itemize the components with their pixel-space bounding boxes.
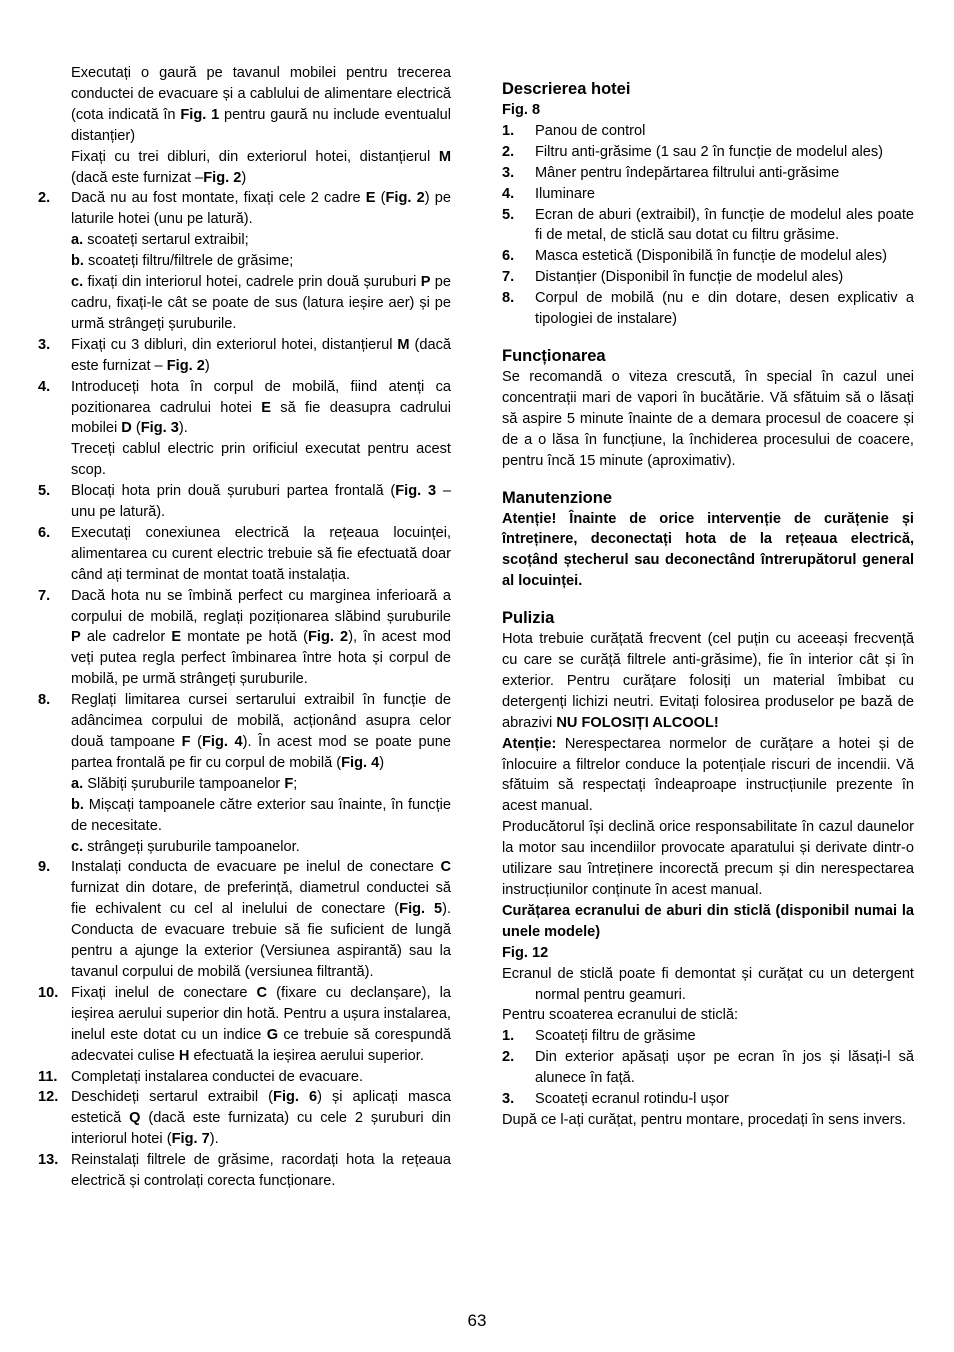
glass-cleaning-heading: Curățarea ecranului de aburi din sticlă (disponibil numai la unele modele) — [502, 902, 914, 940]
step-body — [71, 983, 451, 1067]
bold-run: a. — [71, 775, 84, 792]
text-run: ( — [190, 734, 202, 750]
step-paragraph — [71, 774, 451, 795]
step-paragraph — [71, 272, 451, 335]
bold-run: Fig. 5 — [399, 901, 443, 918]
cleaning-paragraph-1 — [502, 629, 914, 734]
step-number: 4. — [38, 378, 51, 395]
bold-run: NU FOLOSIȚI ALCOOL! — [556, 714, 719, 731]
step-paragraph — [71, 251, 451, 272]
bold-run: a. — [71, 232, 84, 249]
installation-step — [38, 481, 451, 523]
bold-run: Q — [129, 1110, 141, 1127]
installation-step — [38, 377, 451, 482]
text-run: Treceți cablul electric prin orificiul executat pentru acest scop. — [71, 441, 451, 479]
text-run: pe cadru, fixați-le cât se poate de sus (latura ieșire aer) și pe urmă strângeți șuruburile. — [71, 274, 452, 332]
list-number: 8. — [502, 290, 515, 307]
list-text: Distanțier (Disponibil în funcție de modelul ales) — [535, 269, 844, 286]
step-body — [71, 377, 451, 482]
text-run: montate pe hotă ( — [181, 629, 308, 646]
list-number: 5. — [502, 206, 515, 223]
bold-run: Fig. 2 — [385, 190, 425, 207]
list-text: Mâner pentru îndepărtarea filtrului anti-grăsime — [535, 164, 840, 181]
text-run: Fixați cu trei dibluri, din exteriorul hotei, distanțierul — [71, 148, 439, 165]
right-column — [502, 63, 914, 1131]
description-item — [502, 184, 914, 205]
text-run: scoateți sertarul extraibil; — [83, 232, 249, 249]
description-item — [502, 142, 914, 163]
bold-run: E — [171, 629, 182, 646]
text-run: Fixați cu 3 dibluri, din exteriorul hotei, distanțierul — [71, 336, 398, 353]
step-body — [71, 335, 451, 377]
text-run: fixați din interiorul hotei, cadrele prin două șuruburi — [83, 274, 421, 291]
bold-run: b. — [71, 796, 84, 813]
bold-run: P — [71, 629, 81, 646]
bold-run: G — [266, 1026, 279, 1043]
bold-run: Fig. 7 — [171, 1131, 210, 1148]
intro — [38, 63, 451, 188]
bold-run: Fig. 2 — [166, 357, 205, 374]
step-body — [71, 188, 451, 334]
bold-run: M — [397, 336, 410, 353]
list-number: 6. — [502, 248, 515, 265]
installation-step — [38, 586, 451, 691]
description-item — [502, 205, 914, 247]
list-text: Din exterior apăsați ușor pe ecran în jos și lăsați-l să alunece în față. — [535, 1049, 914, 1087]
list-number: 3. — [502, 1091, 515, 1108]
list-text: Scoateți filtru de grăsime — [535, 1028, 696, 1045]
bold-run: Fig. 4 — [341, 754, 380, 771]
list-text: Scoateți ecranul rotindu-l ușor — [535, 1091, 729, 1108]
glass-removal-step — [502, 1089, 914, 1110]
text-run: Mișcați tampoanele către exterior sau înainte, în funcție de necesitate. — [71, 796, 451, 834]
list-text: Masca estetică (Disponibilă în funcție de modelul ales) — [535, 248, 888, 265]
list-number: 7. — [502, 269, 515, 286]
operation-heading: Funcționarea — [502, 346, 606, 365]
step-number: 10. — [38, 984, 59, 1001]
step-paragraph — [71, 983, 451, 1067]
step-number: 9. — [38, 859, 51, 876]
step-paragraph — [71, 690, 451, 774]
glass-removal-step — [502, 1026, 914, 1047]
cleaning-heading: Pulizia — [502, 609, 555, 628]
intro-paragraph-1 — [71, 63, 451, 147]
step-number: 7. — [38, 587, 51, 604]
step-paragraph — [71, 1067, 451, 1088]
text-run: ). În acest mod se poate pune partea frontală pe fir cu corpul de mobilă ( — [71, 734, 451, 771]
text-run: Dacă nu au fost montate, fixați cele 2 cadre — [71, 190, 366, 207]
bold-run: E — [261, 399, 271, 416]
description-fig-ref: Fig. 8 — [502, 102, 541, 118]
step-number: 11. — [38, 1068, 58, 1085]
text-run: (fixare cu declanșare), la ieșirea aerului superior din hotă. Pentru a ușura instalarea, inelul este dotat cu un indice — [71, 984, 451, 1043]
installation-step — [38, 523, 451, 586]
text-run: ). — [209, 1131, 219, 1148]
bold-run: D — [121, 420, 132, 437]
bold-run: C — [256, 984, 268, 1001]
description-item — [502, 163, 914, 184]
bold-run: H — [178, 1047, 190, 1064]
bold-run: Fig. 2 — [203, 169, 242, 186]
glass-removal-steps — [502, 1026, 914, 1110]
text-run: ( — [131, 420, 141, 437]
bold-run: E — [365, 190, 376, 207]
maintenance-heading: Manutenzione — [502, 488, 612, 507]
text-run: ) și aplicați masca estetică — [71, 1089, 451, 1127]
bold-run: Fig. 2 — [307, 629, 349, 646]
step-paragraph — [71, 857, 451, 982]
step-body — [71, 857, 451, 982]
text-run: ), în acest mod veți putea regla perfect îmbinarea între hota și corpul de mobilă, pe urmă strângeți șuruburile. — [71, 629, 451, 688]
text-run: ( — [375, 190, 386, 207]
step-paragraph — [71, 795, 451, 837]
description-item — [502, 121, 914, 142]
bold-run: Fig. 1 — [180, 106, 220, 123]
text-run: Reinstalați filtrele de grăsime, racordați hota la rețeaua electrică și controlați corecta funcționare. — [71, 1152, 451, 1190]
bold-run: Fig. 3 — [395, 483, 437, 500]
installation-step — [38, 983, 451, 1067]
text-run: ; — [293, 775, 298, 792]
installation-step — [38, 335, 451, 377]
description-heading: Descrierea hotei — [502, 80, 631, 98]
text-run: ) — [204, 357, 210, 374]
glass-cleaning-fig-ref: Fig. 12 — [502, 944, 549, 961]
intro-paragraph-2 — [71, 147, 451, 189]
text-run: Fixați inelul de conectare — [71, 984, 257, 1001]
step-body — [71, 523, 451, 586]
step-number: 5. — [38, 483, 51, 500]
glass-cleaning-paragraph-1: Ecranul de sticlă poate fi demontat și curățat cu un detergent normal pentru geamuri. — [502, 965, 914, 1003]
text-run: efectuată la ieșirea aerului superior. — [189, 1047, 424, 1064]
text-run: Hota trebuie curățată frecvent (cel puțin cu aceeași frecvență cu care se curăță filtrele anti-grăsime), fie în interior cât și în exterior. Pentru curățare folosiți un material îmbibat cu detergenți lichizi neutri. Evitați folosirea produselor pe bază de abrazivi — [502, 631, 914, 731]
step-paragraph — [71, 523, 451, 586]
list-number: 3. — [502, 164, 515, 181]
step-paragraph — [71, 1087, 451, 1150]
step-number: 8. — [38, 692, 51, 709]
step-paragraph — [71, 335, 451, 377]
list-text: Panou de control — [535, 122, 646, 139]
step-paragraph — [71, 377, 451, 440]
bold-run: M — [438, 148, 451, 165]
description-list — [502, 121, 914, 330]
cleaning-paragraph-2 — [502, 734, 914, 818]
text-run: ). — [178, 420, 188, 437]
text-run: ) pe laturile hotei (unu pe latură). — [71, 190, 451, 228]
step-paragraph — [71, 230, 451, 251]
text-run: Blocați hota prin două șuruburi partea frontală ( — [71, 483, 396, 500]
list-number: 2. — [502, 1049, 515, 1066]
text-run: Executați conexiunea electrică la rețeaua locuinței, alimentarea cu curent electric trebuie să fie efectuată doar când ați terminat de montat toată instalația. — [71, 524, 451, 583]
description-item — [502, 267, 914, 288]
text-run: scoateți filtru/filtrele de grăsime; — [83, 253, 294, 270]
installation-step — [38, 1067, 451, 1088]
bold-run: F — [181, 734, 191, 750]
text-run: strângeți șuruburile tampoanelor. — [83, 838, 300, 855]
description-item — [502, 288, 914, 330]
text-run: Deschideți sertarul extraibil ( — [71, 1089, 274, 1106]
glass-removal-step — [502, 1047, 914, 1089]
bold-run: Fig. 4 — [201, 734, 243, 750]
installation-step — [38, 1150, 451, 1192]
text-run: Slăbiți șuruburile tampoanelor — [83, 775, 285, 792]
text-run: ale cadrelor — [80, 629, 172, 646]
text-run: Introduceți hota în corpul de mobilă, fiind atenți ca pozitionarea cadrului hotei — [71, 378, 451, 416]
text-run: Executați o gaură pe tavanul mobilei pentru trecerea conductei de evacuare și a cablului de alimentare electrică (cota indicată în — [71, 65, 451, 123]
step-paragraph — [71, 837, 451, 858]
list-text: Ecran de aburi (extraibil), în funcție de modelul ales poate fi de metal, de sticlă sau dotat cu filtru grăsime. — [535, 206, 914, 244]
step-paragraph — [71, 586, 451, 691]
description-item — [502, 246, 914, 267]
step-body — [71, 1150, 451, 1192]
step-paragraph — [71, 439, 451, 481]
text-run: Reglați limitarea cursei sertarului extraibil în funcție de adâncimea corpului de mobilă, acționând asupra celor două tampoane — [71, 692, 451, 750]
list-number: 1. — [502, 1028, 515, 1045]
text-run: Dacă hota nu se îmbină perfect cu marginea inferioară a corpului de mobilă, reglați poziționarea slăbind șuruburile — [71, 587, 451, 625]
text-run: ce trebuie să corespundă adecvatei culise — [71, 1026, 452, 1064]
cleaning-paragraph-3: Producătorul își declină orice responsabilitate în cazul daunelor la motor sau incendiilor provocate aparatului și derivate dintr-o utilizare sau întreținere incorectă precum și din nerespectarea instrucțiunilor conținute în acest manual. — [502, 819, 914, 898]
step-number: 13. — [38, 1152, 59, 1169]
text-run: Completați instalarea conductei de evacuare. — [71, 1068, 364, 1085]
text-run: ) — [241, 169, 247, 186]
step-paragraph — [71, 481, 451, 523]
bold-run: Atenție: — [502, 735, 557, 752]
step-body — [71, 1087, 451, 1150]
list-number: 4. — [502, 185, 515, 202]
step-number: 6. — [38, 524, 51, 541]
text-run: Nerespectarea normelor de curățare a hotei și de înlocuire a filtrelor conduce la potențiale riscuri de incendii. Vă sfătuim să respectați îndeaproape instrucțiunile prezente în acest manual. — [502, 735, 914, 815]
list-text: Corpul de mobilă (nu e din dotare, desen explicativ a tipologiei de instalare) — [535, 290, 914, 328]
text-run: pentru gaură nu include eventualul distanțier) — [71, 106, 452, 144]
bold-run: c. — [71, 838, 84, 855]
list-number: 2. — [502, 143, 515, 160]
step-body — [71, 690, 451, 857]
text-run: să fie deasupra cadrului mobilei — [71, 399, 451, 437]
bold-run: P — [420, 274, 431, 291]
list-text: Iluminare — [535, 185, 596, 202]
bold-run: c. — [71, 274, 84, 291]
installation-steps — [38, 188, 451, 1192]
bold-run: Fig. 3 — [140, 420, 179, 437]
page-number: 63 — [467, 1311, 487, 1330]
list-text: Filtru anti-grăsime (1 sau 2 în funcție de modelul ales) — [535, 143, 883, 160]
bold-run: C — [440, 859, 451, 876]
step-body — [71, 1067, 451, 1088]
glass-cleaning-paragraph-2: Pentru scoaterea ecranului de sticlă: — [502, 1007, 739, 1024]
step-body — [71, 481, 451, 523]
step-paragraph — [71, 1150, 451, 1192]
installation-step — [38, 857, 451, 982]
text-run: – unu pe latură). — [71, 483, 452, 521]
text-run: (dacă este furnizata) cu cele 2 șuruburi din interiorul hotei ( — [71, 1110, 451, 1148]
step-body — [71, 586, 451, 691]
glass-cleaning-paragraph-3: După ce l-ați curățat, pentru montare, procedați în sens invers. — [502, 1111, 906, 1128]
list-number: 1. — [502, 122, 515, 139]
text-run: ) — [379, 754, 385, 771]
text-run: (dacă este furnizat – — [71, 336, 451, 374]
text-run: Instalați conducta de evacuare pe inelul de conectare — [71, 859, 441, 876]
installation-step — [38, 1087, 451, 1150]
bold-run: b. — [71, 253, 84, 270]
installation-step — [38, 188, 451, 334]
step-number: 3. — [38, 336, 51, 353]
bold-run: F — [284, 775, 294, 792]
bold-run: Fig. 6 — [273, 1089, 318, 1106]
installation-step — [38, 690, 451, 857]
left-column — [38, 63, 451, 1192]
maintenance-warning: Atenție! Înainte de orice intervenție de curățenie și întreținere, deconectați hota de la rețeaua electrică, scoțând ștecherul sau deconectând întrerupătorul general al locuinței. — [502, 510, 914, 590]
text-run: (dacă este furnizat – — [71, 169, 204, 186]
text-run: furnizat din dotare, de preferință, diametrul conductei să fie echivalent cu cel al inelului de conectare ( — [71, 880, 451, 918]
step-paragraph — [71, 188, 451, 230]
operation-text: Se recomandă o viteza crescută, în special în cazul unei concentrații mari de vapori în bucătărie. Vă sfătuim să o lăsați să aspire 5 minute înainte de a demara procesul de coacere și de a o lăsa în funcțiune, la închiderea procesului de coacere, pentru încă 15 minute (aproximativ). — [502, 368, 914, 469]
text-run: ). Conducta de evacuare trebuie să fie suficient de lungă pentru a ajunge la exterior (Versiunea aspirantă) sau la tavanul corpului de mobilă (versiunea filtrantă). — [71, 901, 452, 980]
step-number: 2. — [38, 190, 51, 207]
step-number: 12. — [38, 1089, 59, 1106]
